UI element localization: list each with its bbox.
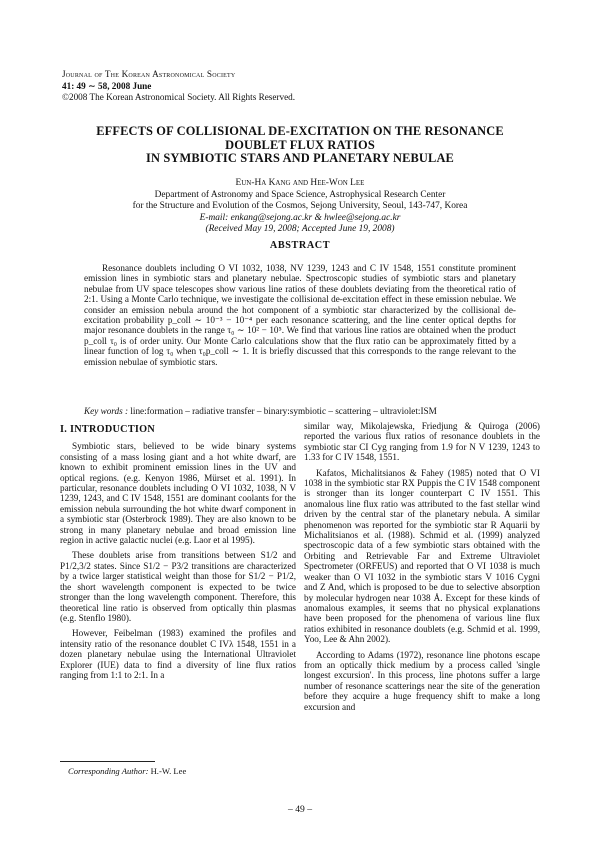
intro-paragraph-1: Symbiotic stars, believed to be wide binary systems consisting of a mass losing giant and a hot white dwarf, are known to exhibit prominent emission lines in the UV and optical regions. (e.g. Kenyon 1986, Mürset et al. 1991). In particular, resonance doublets including O VI 1032, 1038, N V 1239, 1243, and C IV 1548, 1551 are dominant coolants for the emission nebula surrounding the hot white dwarf component in a symbiotic star (Osterbrock 1989). They are also known to be strong in many planetary nebulae and broad emission line region in active galactic nuclei (e.g. Laor et al 1995). <box>60 441 296 546</box>
keywords-line <box>84 406 524 416</box>
title-line-2: DOUBLET FLUX RATIOS <box>225 137 375 152</box>
left-column <box>60 425 296 685</box>
intro-paragraph-2: These doublets arise from transitions between S1/2 and P1/2,3/2 states. Since S1/2 − P3/2 transitions are characterized by a twice larger statistical weight than those for S1/2 − P1/2, the short wavelength component is expected to be twice stronger than the long wavelength component. Therefore, this theoretical line ratio is observed from optically thin plasmas (e.g. Stenflo 1980). <box>60 550 296 623</box>
journal-header <box>62 69 295 104</box>
received-line: (Received May 19, 2008; Accepted June 19, 2008) <box>205 224 395 235</box>
footnote-corresponding-author <box>68 766 186 776</box>
section-heading-introduction: I. INTRODUCTION <box>60 424 156 435</box>
email-line: E-mail: enkang@sejong.ac.kr & hwlee@sejong.ac.kr <box>199 212 401 223</box>
volume-line: 41: 49 ∼ 58, 2008 June <box>62 80 152 91</box>
footnote-label: Corresponding Author: <box>68 766 149 776</box>
page-number: – 49 – <box>288 804 312 815</box>
intro-paragraph-3-continued: similar way, Mikolajewska, Friedjung & Quiroga (2006) reported the various flux ratios of resonance doublets in the symbiotic star CI Cyg ranging from 1.9 for N V 1239, 1243 to 1.33 for C IV 1548, 1551. <box>304 421 540 463</box>
title-line-1: EFFECTS OF COLLISIONAL DE-EXCITATION ON THE RESONANCE <box>96 124 504 138</box>
intro-paragraph-4: Kafatos, Michalitsianos & Fahey (1985) noted that O VI 1038 in the symbiotic star RX Puppis the C IV 1548 component is stronger than its longer counterpart C IV 1551. This anomalous line flux ratio was attributed to the fast stellar wind driven by the central star of the planetary nebula. A similar phenomenon was reported for the symbiotic star R Aquarii by Michalitsianos et al. (1988). Schmid et al. (1999) analyzed spectroscopic data of a few symbiotic stars obtained with the Orbiting and Retrievable Far and Extreme Ultraviolet Spectrometer (ORFEUS) and reported that O VI 1038 is much weaker than O VI 1032 in the symbiotic stars V 1016 Cygni and Z And, which is proposed to be due to selective absorption by molecular hydrogen near 1038 Å. Except for these kinds of anomalous examples, it seems that no physical explanations have been proposed for the phenomena of various line flux ratios exhibited in resonance doublets (e.g. Schmid et al. 1999, Yoo, Lee & Ahn 2002). <box>304 467 540 645</box>
footnote-divider <box>60 761 155 762</box>
right-column <box>304 421 540 717</box>
author-list: Eun-Ha Kang and Hee-Won Lee <box>235 178 365 188</box>
affiliation-block <box>40 190 560 236</box>
keywords-text: line:formation – radiative transfer – binary:symbiotic – scattering – ultraviolet:ISM <box>128 406 437 416</box>
footnote-name: H.-W. Lee <box>148 766 187 776</box>
intro-paragraph-5: According to Adams (1972), resonance line photons escape from an optically thick medium by a process called 'single longest excursion'. In this process, line photons suffer a large number of resonance scatterings near the site of the generation before they acquire a huge frequency shift to make a long excursion and <box>304 649 540 712</box>
paper-title <box>60 125 540 166</box>
copyright-line: ©2008 The Korean Astronomical Society. All Rights Reserved. <box>62 92 296 102</box>
affiliation-line-2: for the Structure and Evolution of the Cosmos, Sejong University, Seoul, 143-747, Korea <box>132 201 468 212</box>
intro-paragraph-3: However, Feibelman (1983) examined the profiles and intensity ratio of the resonance doublet C IVλ 1548, 1551 in a dozen planetary nebulae using the International Ultraviolet Explorer (IUE) data to find a diversity of line flux ratios ranging from 1:1 to 2:1. In a <box>60 628 296 680</box>
abstract-text: Resonance doublets including O VI 1032, 1038, NV 1239, 1243 and C IV 1548, 1551 constitute prominent emission lines in symbiotic stars and planetary nebulae. Spectroscopic studies of symbiotic stars and planetary nebulae from UV space telescopes show various line ratios of these doublets deviating from the theoretical ratio of 2:1. Using a Monte Carlo technique, we investigate the collisional de-excitation effect in these emission nebulae. We consider an emission nebula around the hot component of a symbiotic star characterized by the collisional de-excitation probability p_coll ∼ 10⁻³ − 10⁻⁴ per each resonance scattering, and the line center optical depths for major resonance doublets in the range τ₀ ∼ 10² − 10⁵. We find that various line ratios are obtained when the product p_coll τ₀ is of order unity. Our Monte Carlo calculations show that the flux ratio can be approximately fitted by a linear function of log τ₀ when τ₀p_coll ∼ 1. It is briefly discussed that this corresponds to the range relevant to the emission nebulae of symbiotic stars. <box>84 263 516 367</box>
affiliation-line-1: Department of Astronomy and Space Science, Astrophysical Research Center <box>154 190 446 200</box>
title-line-3: IN SYMBIOTIC STARS AND PLANETARY NEBULAE <box>146 151 454 166</box>
abstract-heading: ABSTRACT <box>269 240 331 251</box>
journal-name: Journal of The Korean Astronomical Society <box>62 69 236 79</box>
keywords-label: Key words : <box>84 406 129 416</box>
